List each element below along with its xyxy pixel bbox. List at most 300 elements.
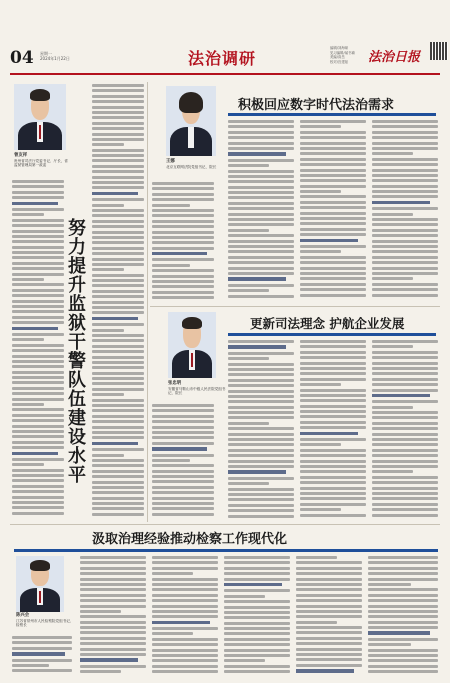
text-line [80,615,146,618]
text-line [80,556,146,559]
article-body [372,120,438,302]
subheading-line [80,658,138,661]
text-line [92,198,144,201]
subheading-line [228,277,286,280]
text-line [12,316,64,319]
text-line [80,588,146,591]
text-line [12,196,64,199]
text-line [152,605,218,608]
text-line [372,190,438,193]
text-line [300,174,366,177]
text-line [372,372,438,375]
text-line [152,578,218,581]
text-line [228,261,294,264]
article-body [152,404,214,520]
text-line [92,290,144,293]
masthead-logo: 法治日报 [368,50,421,65]
author-name: 王娜 [166,159,175,164]
text-line [300,195,366,198]
text-line [228,443,294,446]
text-line [228,147,294,150]
text-line [300,394,366,397]
text-line [372,147,438,150]
article-body [152,182,214,302]
text-line [228,196,294,199]
text-line [372,433,438,436]
text-line [92,420,144,423]
text-line [300,449,366,452]
text-line [372,476,438,479]
text-line [92,252,144,255]
text-line [228,427,294,430]
text-line [12,333,64,336]
author-caption [168,382,228,396]
text-line [92,95,144,98]
text-line [152,415,214,418]
text-line [92,143,124,146]
text-line [368,654,438,657]
text-line [372,460,438,463]
text-line [296,637,362,640]
text-line [372,125,438,128]
text-line [92,448,144,451]
text-line [300,158,366,161]
text-line [12,641,72,644]
text-line [80,583,146,586]
subheading-line [12,327,58,330]
text-line [372,416,438,419]
text-line [228,390,294,393]
author-caption [166,160,226,169]
text-line [224,600,290,603]
text-line [80,605,146,608]
text-line [372,131,438,134]
text-line [80,631,146,634]
text-line [12,344,64,347]
text-line [92,263,144,266]
text-line [372,503,438,506]
text-line [92,481,144,484]
text-line [300,131,366,134]
article-headline: 努力提升监狱干警队伍建设水平 [65,218,86,484]
text-line [92,116,144,119]
text-line [228,340,294,343]
text-line [372,508,438,511]
text-line [92,209,144,212]
text-line [300,443,341,446]
text-line [300,142,366,145]
text-line [224,561,290,564]
text-line [300,212,366,215]
text-line [80,637,146,640]
text-line [12,414,64,417]
text-line [300,421,366,424]
subheading-line [300,432,358,435]
text-line [80,599,146,602]
text-line [92,431,144,434]
author-photo [166,86,216,156]
text-line [368,649,438,652]
text-line [152,638,218,641]
text-line [92,176,144,179]
text-line [92,165,144,168]
text-line [228,136,294,139]
text-line [12,262,64,265]
text-line [300,169,366,172]
text-line [92,502,144,505]
text-line [372,443,438,446]
author-name: 张忠明 [168,381,182,386]
text-line [228,207,294,210]
text-line [368,605,438,608]
text-line [12,469,64,472]
column-divider [147,82,148,522]
text-line [228,422,269,425]
text-line [228,515,294,518]
text-line [300,503,366,506]
text-line [224,572,290,575]
text-line [12,435,64,438]
text-line [92,507,144,510]
text-line [12,321,64,324]
text-line [152,182,214,185]
text-line [224,649,290,652]
text-line [92,154,144,157]
text-line [372,351,438,354]
author-caption [14,154,68,168]
text-line [152,436,214,439]
text-line [224,659,265,662]
text-line [372,465,438,468]
text-line [372,356,438,359]
text-line [300,454,366,457]
text-line [228,213,294,216]
text-line [300,405,366,408]
editor-credits [330,46,355,64]
text-line [152,464,214,467]
text-line [152,214,214,217]
text-line [228,186,294,189]
text-line [12,463,44,466]
text-line [152,670,218,673]
text-line [152,583,218,586]
subheading-line [228,470,286,473]
text-line [372,234,438,237]
text-line [224,567,290,570]
text-line [92,345,144,348]
text-line [224,616,290,619]
text-line [372,195,438,198]
text-line [152,404,214,407]
article-body [228,120,294,302]
text-line [296,599,362,602]
text-line [300,383,341,386]
text-line [92,241,144,244]
text-line [300,120,366,123]
text-line [92,329,124,332]
text-line [372,427,438,430]
article-body [300,120,366,302]
text-line [228,493,294,496]
text-line [12,283,64,286]
text-line [12,213,44,216]
text-line [12,230,64,233]
text-line [296,594,362,597]
text-line [224,638,290,641]
text-line [228,125,294,128]
editor-line: 校对/宫建茹 [330,59,349,64]
text-line [12,251,64,254]
text-line [228,357,269,360]
author-title: 安徽省马鞍山市中级人民法院党组书记、院长 [168,386,226,396]
header-rule [10,73,440,75]
text-line [296,653,362,656]
text-line [228,164,269,167]
text-line [92,491,144,494]
text-line [228,454,294,457]
text-line [12,381,64,384]
text-line [92,186,144,189]
text-line [300,261,366,264]
text-line [368,578,438,581]
text-line [152,296,214,299]
text-line [228,465,294,468]
text-line [12,240,64,243]
text-line [228,229,269,232]
text-line [12,458,64,461]
text-line [300,487,366,490]
text-line [92,122,144,125]
text-line [372,383,438,386]
text-line [300,222,366,225]
text-line [372,179,438,182]
text-line [300,179,366,182]
text-line [300,267,366,270]
text-line [12,376,64,379]
text-line [152,594,218,597]
text-line [152,285,214,288]
author-title: 贵州省司法厅党委书记、厅长，省监狱管理局第一政委 [14,158,68,168]
text-line [300,356,366,359]
text-line [152,610,218,613]
text-line [368,659,438,662]
subheading-line [12,202,58,205]
text-line [92,475,144,478]
text-line [92,339,144,342]
text-line [152,615,218,618]
text-line [368,556,438,559]
article-body [80,556,146,676]
text-line [152,627,218,630]
subheading-line [92,317,138,320]
text-line [372,378,438,381]
text-line [300,125,341,128]
text-line [300,476,366,479]
text-line [80,567,146,570]
text-line [228,272,294,275]
text-line [228,240,294,243]
article-body [296,556,362,676]
text-line [92,393,124,396]
text-line [372,514,438,517]
text-line [12,479,64,482]
text-line [92,247,144,250]
text-line [152,475,214,478]
text-line [300,508,341,511]
text-line [12,191,64,194]
text-line [228,488,294,491]
text-line [152,442,214,445]
text-line [368,561,438,564]
text-line [92,258,144,261]
text-line [300,294,366,297]
text-line [152,491,214,494]
text-line [12,278,44,281]
text-line [300,152,366,155]
text-line [372,288,438,291]
text-line [300,190,341,193]
text-line [228,202,294,205]
text-line [368,638,438,641]
text-line [224,556,290,559]
text-line [300,497,366,500]
text-line [152,659,218,662]
text-line [368,588,438,591]
text-line [372,422,438,425]
text-line [368,599,438,602]
text-line [12,485,64,488]
text-line [92,204,124,207]
text-line [300,470,366,473]
subheading-line [372,201,430,204]
text-line [228,395,294,398]
text-line [372,245,438,248]
text-line [12,256,64,259]
text-line [92,149,144,152]
text-line [12,289,64,292]
text-line [92,225,144,228]
text-line [80,561,146,564]
text-line [12,392,64,395]
text-line [12,512,64,515]
text-line [296,658,362,661]
section-divider [10,524,440,525]
text-line [228,433,294,436]
text-line [300,362,366,365]
text-line [372,185,438,188]
text-line [368,626,438,629]
text-line [296,648,362,651]
text-line [228,498,294,501]
text-line [224,632,290,635]
text-line [300,367,366,370]
text-line [92,236,144,239]
text-line [300,256,366,259]
qr-code-icon [430,42,448,60]
text-line [300,415,366,418]
text-line [228,363,294,366]
text-line [152,264,190,267]
author-photo [16,556,64,612]
text-line [152,198,214,201]
text-line [152,420,214,423]
text-line [372,340,438,343]
text-line [372,213,413,216]
text-line [300,481,366,484]
text-line [92,404,144,407]
text-line [12,506,64,509]
article-headline: 更新司法理念 护航企业发展 [250,316,405,331]
text-line [152,193,214,196]
article-body [224,556,290,676]
text-line [152,665,218,668]
text-line [228,482,269,485]
text-line [300,438,366,441]
text-line [92,133,144,136]
text-line [152,567,218,570]
text-line [300,378,366,381]
subheading-line [224,583,282,586]
text-line [152,632,193,635]
text-line [92,382,144,385]
text-line [300,233,366,236]
editor-line: 编辑/刘海琛 [330,46,349,50]
text-line [12,425,64,428]
text-line [372,497,438,500]
article-body [152,556,218,676]
text-line [12,398,64,401]
text-line [372,272,438,275]
text-line [372,362,438,365]
text-line [372,142,438,145]
text-line [92,361,144,364]
text-line [300,185,366,188]
text-line [372,481,438,484]
text-line [228,191,294,194]
text-line [228,449,294,452]
text-line [12,664,49,667]
text-line [228,120,294,123]
text-line [224,643,290,646]
text-line [12,310,64,313]
text-line [372,240,438,243]
text-line [12,208,64,211]
text-line [368,665,438,668]
text-line [372,400,438,403]
article-body [372,340,438,520]
text-line [12,490,64,493]
text-line [12,419,64,422]
author-title: 北京互联网法院党组书记、院长 [166,164,217,169]
subheading-line [12,452,58,455]
author-name: 陈兴会 [16,613,30,618]
text-line [228,384,294,387]
text-line [300,250,341,253]
text-line [228,218,294,221]
text-line [152,209,214,212]
text-line [296,561,362,564]
text-line [92,464,144,467]
text-line [372,152,413,155]
text-line [92,138,144,141]
text-line [372,169,438,172]
text-line [300,136,366,139]
text-line [152,225,214,228]
text-line [372,218,438,221]
text-line [152,643,218,646]
text-line [372,283,438,286]
text-line [152,507,214,510]
